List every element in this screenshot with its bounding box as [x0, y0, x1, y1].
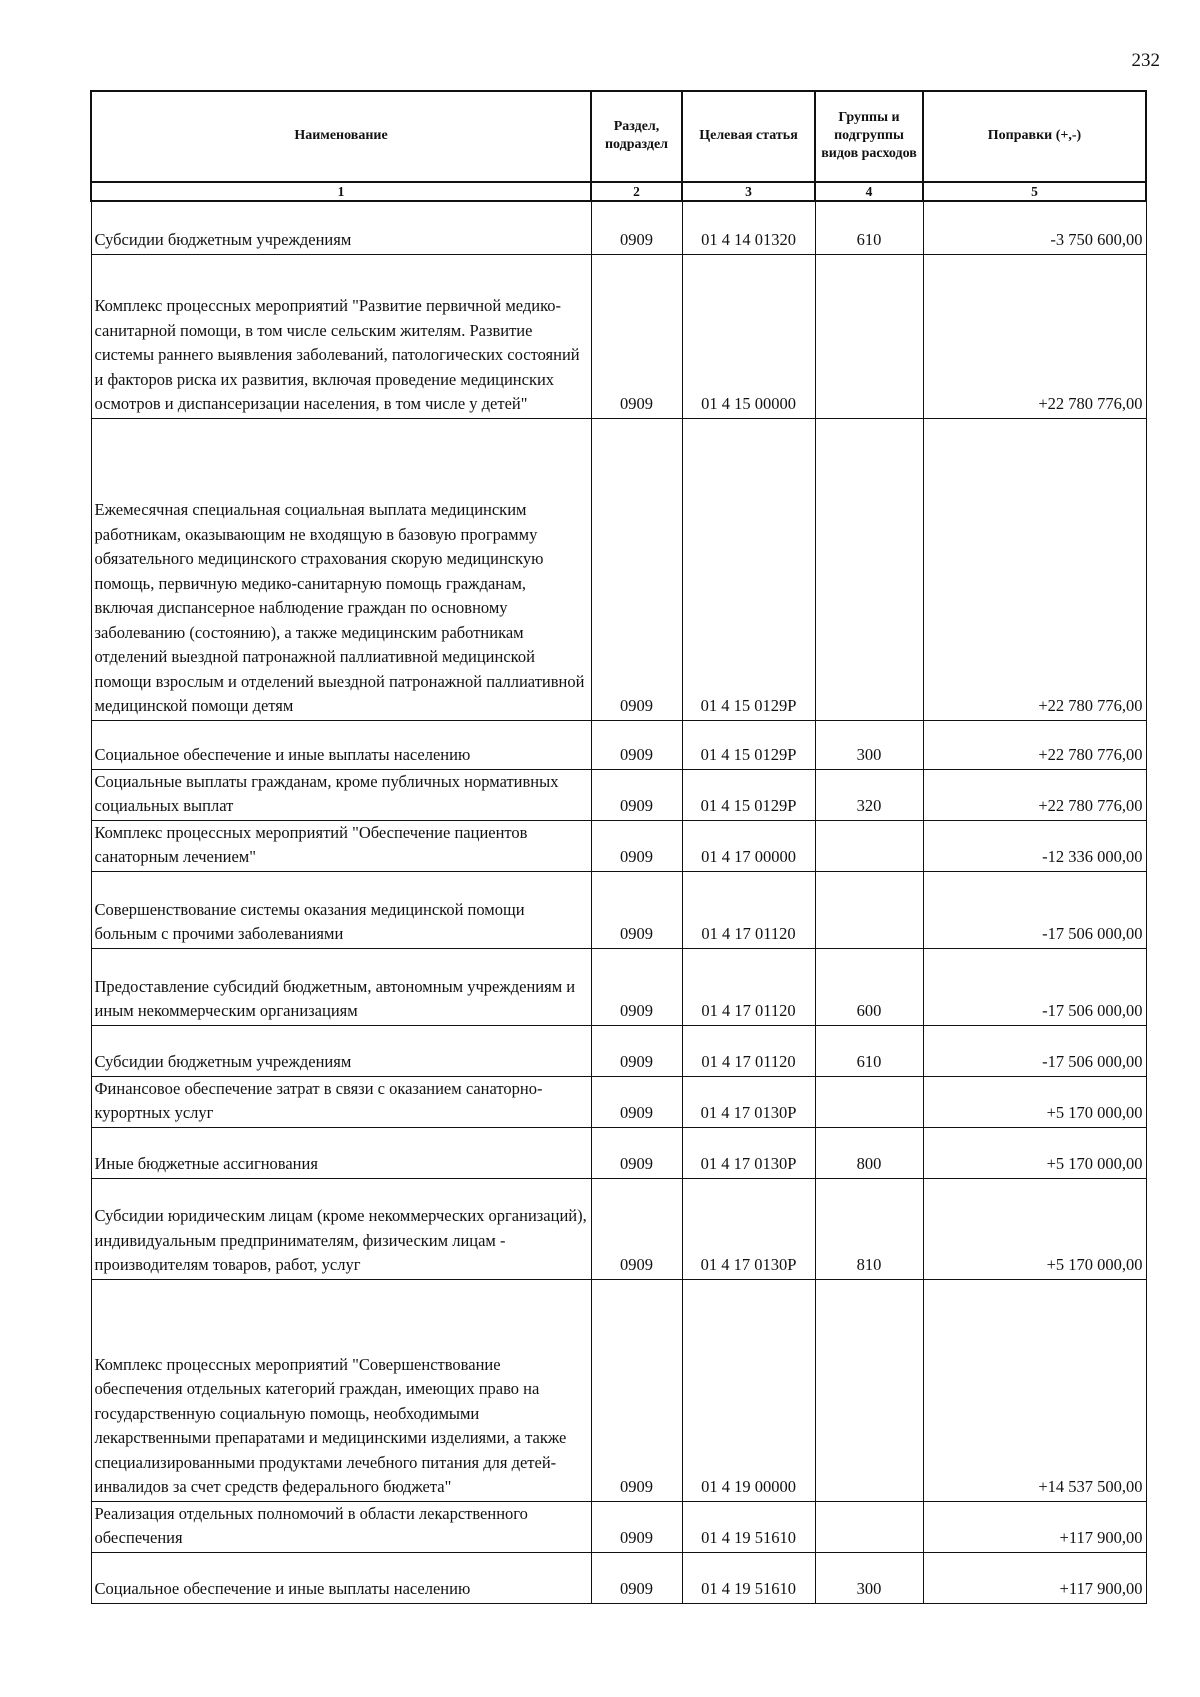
- row-target: 01 4 19 00000: [682, 1279, 815, 1501]
- row-amount: -12 336 000,00: [923, 820, 1146, 871]
- row-target: 01 4 15 00000: [682, 254, 815, 418]
- row-section: 0909: [591, 201, 682, 254]
- header-target: Целевая статья: [682, 91, 815, 182]
- row-section: 0909: [591, 1127, 682, 1178]
- row-group: 300: [815, 1552, 923, 1603]
- row-name: Субсидии бюджетным учреждениям: [91, 1025, 591, 1076]
- row-amount: -3 750 600,00: [923, 201, 1146, 254]
- row-group: 300: [815, 720, 923, 769]
- row-target: 01 4 17 0130Р: [682, 1178, 815, 1279]
- column-number: 3: [682, 182, 815, 201]
- row-target: 01 4 17 0130Р: [682, 1076, 815, 1127]
- table-row: [91, 1127, 1146, 1178]
- table-row: [91, 720, 1146, 769]
- row-amount: +22 780 776,00: [923, 769, 1146, 820]
- row-name: Комплекс процессных мероприятий "Обеспечение пациентов санаторным лечением": [91, 820, 591, 871]
- column-number: 4: [815, 182, 923, 201]
- column-number-row: [91, 182, 1146, 201]
- row-section: 0909: [591, 1279, 682, 1501]
- row-target: 01 4 14 01320: [682, 201, 815, 254]
- table-row: [91, 948, 1146, 1025]
- table-row: [91, 254, 1146, 418]
- row-name: Предоставление субсидий бюджетным, автономным учреждениям и иным некоммерческим организациям: [91, 948, 591, 1025]
- column-number: 5: [923, 182, 1146, 201]
- table-row: [91, 201, 1146, 254]
- row-group: 810: [815, 1178, 923, 1279]
- row-name: Субсидии бюджетным учреждениям: [91, 201, 591, 254]
- header-groups: Группы и подгруппы видов расходов: [815, 91, 923, 182]
- row-name: Иные бюджетные ассигнования: [91, 1127, 591, 1178]
- row-amount: -17 506 000,00: [923, 871, 1146, 948]
- row-name: Социальное обеспечение и иные выплаты населению: [91, 1552, 591, 1603]
- page-number: 232: [1131, 50, 1160, 71]
- row-group: 610: [815, 1025, 923, 1076]
- row-target: 01 4 15 0129Р: [682, 720, 815, 769]
- row-target: 01 4 15 0129Р: [682, 769, 815, 820]
- row-section: 0909: [591, 418, 682, 720]
- row-group: [815, 1279, 923, 1501]
- row-section: 0909: [591, 1501, 682, 1552]
- row-target: 01 4 17 0130Р: [682, 1127, 815, 1178]
- budget-amendments-table: [90, 90, 1147, 1604]
- table-row: [91, 871, 1146, 948]
- row-section: 0909: [591, 1076, 682, 1127]
- row-group: [815, 820, 923, 871]
- row-group: [815, 871, 923, 948]
- row-amount: +5 170 000,00: [923, 1076, 1146, 1127]
- row-group: 600: [815, 948, 923, 1025]
- row-group: [815, 254, 923, 418]
- row-section: 0909: [591, 1178, 682, 1279]
- table-row: [91, 1076, 1146, 1127]
- header-section: Раздел, подраздел: [591, 91, 682, 182]
- row-amount: +5 170 000,00: [923, 1127, 1146, 1178]
- table-row: [91, 1552, 1146, 1603]
- row-target: 01 4 19 51610: [682, 1552, 815, 1603]
- row-amount: +5 170 000,00: [923, 1178, 1146, 1279]
- row-section: 0909: [591, 1552, 682, 1603]
- row-group: [815, 418, 923, 720]
- row-target: 01 4 17 01120: [682, 948, 815, 1025]
- row-amount: +22 780 776,00: [923, 720, 1146, 769]
- row-target: 01 4 17 01120: [682, 871, 815, 948]
- row-target: 01 4 15 0129Р: [682, 418, 815, 720]
- table-row: [91, 1025, 1146, 1076]
- table-row: [91, 1279, 1146, 1501]
- table-row: [91, 820, 1146, 871]
- row-section: 0909: [591, 820, 682, 871]
- row-name: Комплекс процессных мероприятий "Развитие первичной медико-санитарной помощи, в том числе сельским жителям. Развитие системы раннего выявления заболеваний, патологических состояний и факторов риска их развития, включая проведение медицинских осмотров и диспансеризации населения, в том числе у детей": [91, 254, 591, 418]
- row-section: 0909: [591, 254, 682, 418]
- row-target: 01 4 17 00000: [682, 820, 815, 871]
- row-section: 0909: [591, 948, 682, 1025]
- table-row: [91, 1501, 1146, 1552]
- row-section: 0909: [591, 769, 682, 820]
- row-group: 320: [815, 769, 923, 820]
- row-section: 0909: [591, 871, 682, 948]
- row-group: 610: [815, 201, 923, 254]
- row-amount: -17 506 000,00: [923, 948, 1146, 1025]
- header-name: Наименование: [91, 91, 591, 182]
- row-amount: +117 900,00: [923, 1552, 1146, 1603]
- table-row: [91, 418, 1146, 720]
- row-name: Реализация отдельных полномочий в области лекарственного обеспечения: [91, 1501, 591, 1552]
- table-row: [91, 1178, 1146, 1279]
- column-number: 1: [91, 182, 591, 201]
- header-amendments: Поправки (+,-): [923, 91, 1146, 182]
- row-amount: +14 537 500,00: [923, 1279, 1146, 1501]
- row-group: 800: [815, 1127, 923, 1178]
- row-name: Комплекс процессных мероприятий "Совершенствование обеспечения отдельных категорий граждан, имеющих право на государственную социальную помощь, необходимыми лекарственными препаратами и медицинскими изделиями, а также специализированными продуктами лечебного питания для детей-инвалидов за счет средств федерального бюджета": [91, 1279, 591, 1501]
- row-group: [815, 1076, 923, 1127]
- row-target: 01 4 19 51610: [682, 1501, 815, 1552]
- row-name: Ежемесячная специальная социальная выплата медицинским работникам, оказывающим не входящую в базовую программу обязательного медицинского страхования скорую медицинскую помощь, первичную медико-санитарную помощь гражданам, включая диспансерное наблюдение граждан по основному заболеванию (состоянию), а также медицинским работникам отделений выездной патронажной паллиативной медицинской помощи взрослым и отделений выездной патронажной паллиативной медицинской помощи детям: [91, 418, 591, 720]
- table-row: [91, 769, 1146, 820]
- row-name: Социальные выплаты гражданам, кроме публичных нормативных социальных выплат: [91, 769, 591, 820]
- row-name: Финансовое обеспечение затрат в связи с оказанием санаторно-курортных услуг: [91, 1076, 591, 1127]
- row-amount: +117 900,00: [923, 1501, 1146, 1552]
- row-name: Социальное обеспечение и иные выплаты населению: [91, 720, 591, 769]
- row-name: Совершенствование системы оказания медицинской помощи больным с прочими заболеваниями: [91, 871, 591, 948]
- row-amount: +22 780 776,00: [923, 254, 1146, 418]
- row-section: 0909: [591, 1025, 682, 1076]
- row-group: [815, 1501, 923, 1552]
- row-amount: +22 780 776,00: [923, 418, 1146, 720]
- row-target: 01 4 17 01120: [682, 1025, 815, 1076]
- row-amount: -17 506 000,00: [923, 1025, 1146, 1076]
- column-number: 2: [591, 182, 682, 201]
- row-section: 0909: [591, 720, 682, 769]
- table-header-row: [91, 91, 1146, 182]
- row-name: Субсидии юридическим лицам (кроме некоммерческих организаций), индивидуальным предпринимателям, физическим лицам - производителям товаров, работ, услуг: [91, 1178, 591, 1279]
